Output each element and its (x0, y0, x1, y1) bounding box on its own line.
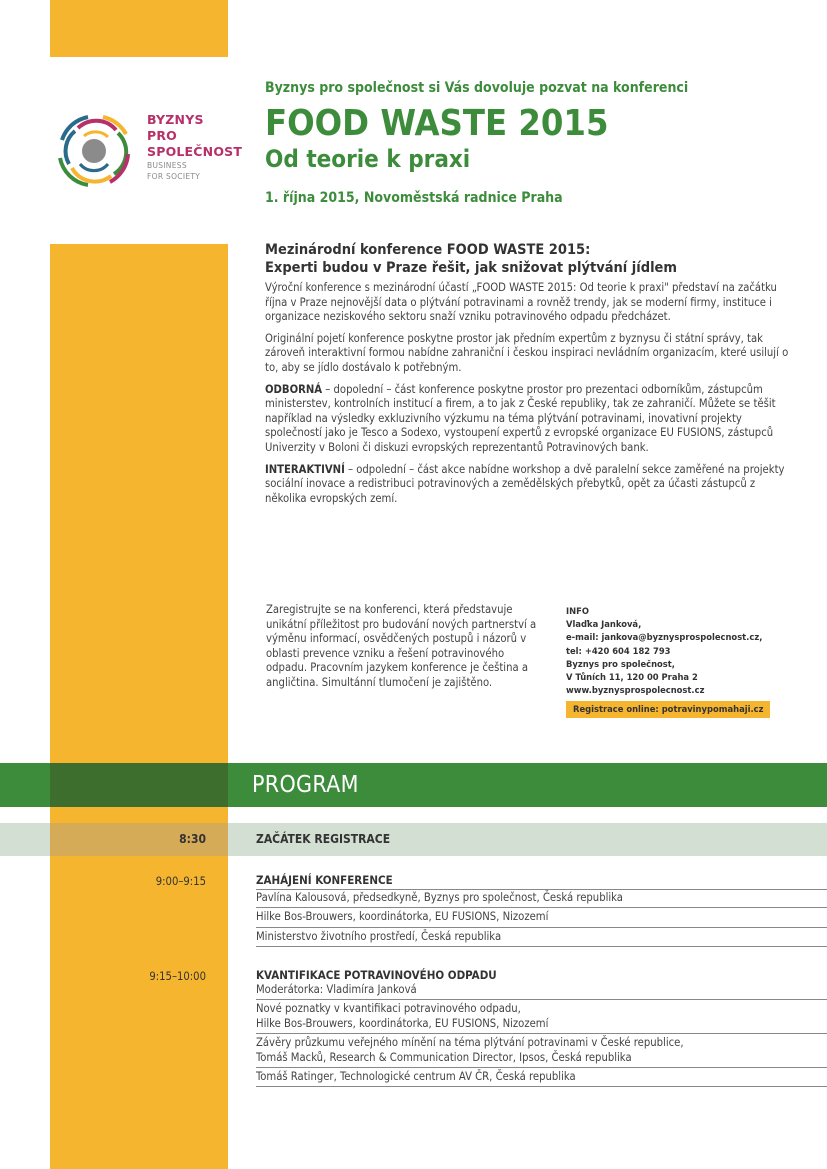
program-banner-overlap (50, 763, 228, 807)
paragraph-3-text: – dopolední – část konference poskytne prostor pro prezentaci odborníkům, zástupcům ministerstev, kontrolních institucí a firem, a to jak z České republiky, tak ze zahraničí. Můžete se těšit například na výsledky exkluzivního výzkumu na téma plýtvání potravinami, inovativní projekty společností jako je Tesco a Sodexo, vystoupení expertů z evropské organizace EU FUSIONS, zástupců Univerzity v Boloni či diskuzi evropských reprezentantů Potravinových bank. (265, 382, 776, 454)
info-organization: Byznys pro společnost, (566, 658, 675, 669)
article-paragraph-1: Výroční konference s mezinárodní účastí „FOOD WASTE 2015: Od teorie k praxi" představí na začátku října v Praze nejnovější data o plýtvání potravinami a rovněž trendy, jak se moderní firmy, instituce i organizace neziskového sektoru snaží vzniku potravinového odpadu předcházet. (265, 281, 777, 324)
article-headline-line-2: Experti budou v Praze řešit, jak snižovat plýtvání jídlem (265, 260, 677, 276)
paragraph-3-label: ODBORNÁ (265, 382, 323, 396)
logo-line-1: BYZNYS (147, 112, 204, 127)
paragraph-4-label: INTERAKTIVNÍ (265, 462, 345, 476)
info-email[interactable]: e-mail: jankova@byznysprospolecnost.cz, (566, 632, 763, 643)
logo-line-2: PRO (147, 128, 178, 143)
top-accent-stripe (50, 0, 228, 57)
info-phone: tel: +420 604 182 793 (566, 645, 671, 656)
program-title: PROGRAM (252, 772, 359, 798)
session-1-title: ZAHÁJENÍ KONFERENCE (256, 872, 827, 890)
session-2-time: 9:15–10:00 (149, 970, 206, 983)
session-2 (256, 967, 827, 1087)
info-address: V Tůních 11, 120 00 Praha 2 (566, 672, 698, 683)
header (265, 78, 805, 208)
article-paragraph-3 (265, 383, 795, 456)
article-headline-line-1: Mezinárodní konference FOOD WASTE 2015: (265, 242, 591, 258)
session-2-talk-2-line-2: Tomáš Macků, Research & Communication Director, Ipsos, Česká republika (256, 1050, 632, 1064)
session-1-speaker-3: Ministerstvo životního prostředí, Česká republika (256, 928, 827, 947)
invitation-line: Byznys pro společnost si Vás dovoluje pozvat na konferenci (265, 80, 689, 96)
article-paragraph-2: Originální pojetí konference poskytne prostor jak předním expertům z byznysu či státní správy, tak zároveň interaktivní formou nabídne zahraniční i českou inspiraci nevládním organizacím, které usilují o to, aby se jídlo dostávalo k potřebným. (265, 331, 789, 374)
session-1 (256, 872, 827, 947)
session-2-talk-3-line-1: Tomáš Ratinger, Technologické centrum AV ČR, Česká republika (256, 1070, 576, 1084)
session-2-talk-1 (256, 1000, 827, 1034)
registration-label: ZAČÁTEK REGISTRACE (256, 832, 391, 846)
logo-line-3: SPOLEČNOST (147, 144, 243, 159)
article-headline (265, 241, 795, 277)
event-date: 1. října 2015, Novoměstská radnice Praha (265, 190, 563, 206)
article-paragraph-4 (265, 463, 795, 507)
session-2-title: KVANTIFIKACE POTRAVINOVÉHO ODPADU (256, 968, 497, 982)
side-accent-stripe (50, 244, 228, 1169)
registration-time: 8:30 (179, 832, 206, 846)
session-2-talk-1-line-2: Hilke Bos-Brouwers, koordinátorka, EU FUSIONS, Nizozemí (256, 1016, 549, 1030)
registration-online-badge[interactable]: Registrace online: potravinypomahaji.cz (566, 701, 770, 718)
event-title: FOOD WASTE 2015 (265, 103, 609, 144)
session-2-talk-1-line-1: Nové poznatky v kvantifikaci potravinového odpadu, (256, 1002, 521, 1016)
session-1-speaker-1: Pavlína Kalousová, předsedkyně, Byznys pro společnost, Česká republika (256, 890, 827, 908)
registration-note: Zaregistrujte se na konferenci, která představuje unikátní příležitost pro budování nových partnerství a výměnu informací, osvědčených postupů i názorů v oblasti prevence vzniku a řešení potravinového odpadu. Pracovním jazykem konference je čeština a angličtina. Simultánní tlumočení je zajištěno. (266, 603, 537, 689)
session-2-moderator: Moderátorka: Vladimíra Janková (256, 983, 827, 1000)
event-subtitle: Od teorie k praxi (265, 145, 471, 173)
session-1-speaker-2: Hilke Bos-Brouwers, koordinátorka, EU FUSIONS, Nizozemí (256, 908, 827, 927)
article (265, 241, 795, 506)
info-website[interactable]: www.byznysprospolecnost.cz (566, 685, 705, 696)
info-heading: INFO (566, 606, 589, 616)
paragraph-4-text: – odpolední – část akce nabídne workshop a dvě paralelní sekce zaměřené na projekty sociální inovace a redistribuci potravinových a zemědělských přebytků, opět za účasti zástupců z několika evropských zemí. (265, 462, 785, 505)
info-box (566, 605, 816, 718)
logo-sub-1: BUSINESS (147, 161, 187, 170)
session-1-time: 9:00–9:15 (155, 875, 206, 888)
session-2-talk-2-line-1: Závěry průzkumu veřejného mínění na téma plýtvání potravinami v České republice, (256, 1036, 684, 1050)
logo-sub-2: FOR SOCIETY (147, 172, 201, 181)
session-2-talk-2 (256, 1034, 827, 1068)
logo (48, 106, 243, 196)
session-2-talk-3 (256, 1068, 827, 1087)
logo-rings-icon (48, 106, 144, 196)
info-name: Vlaďka Janková, (566, 619, 642, 630)
